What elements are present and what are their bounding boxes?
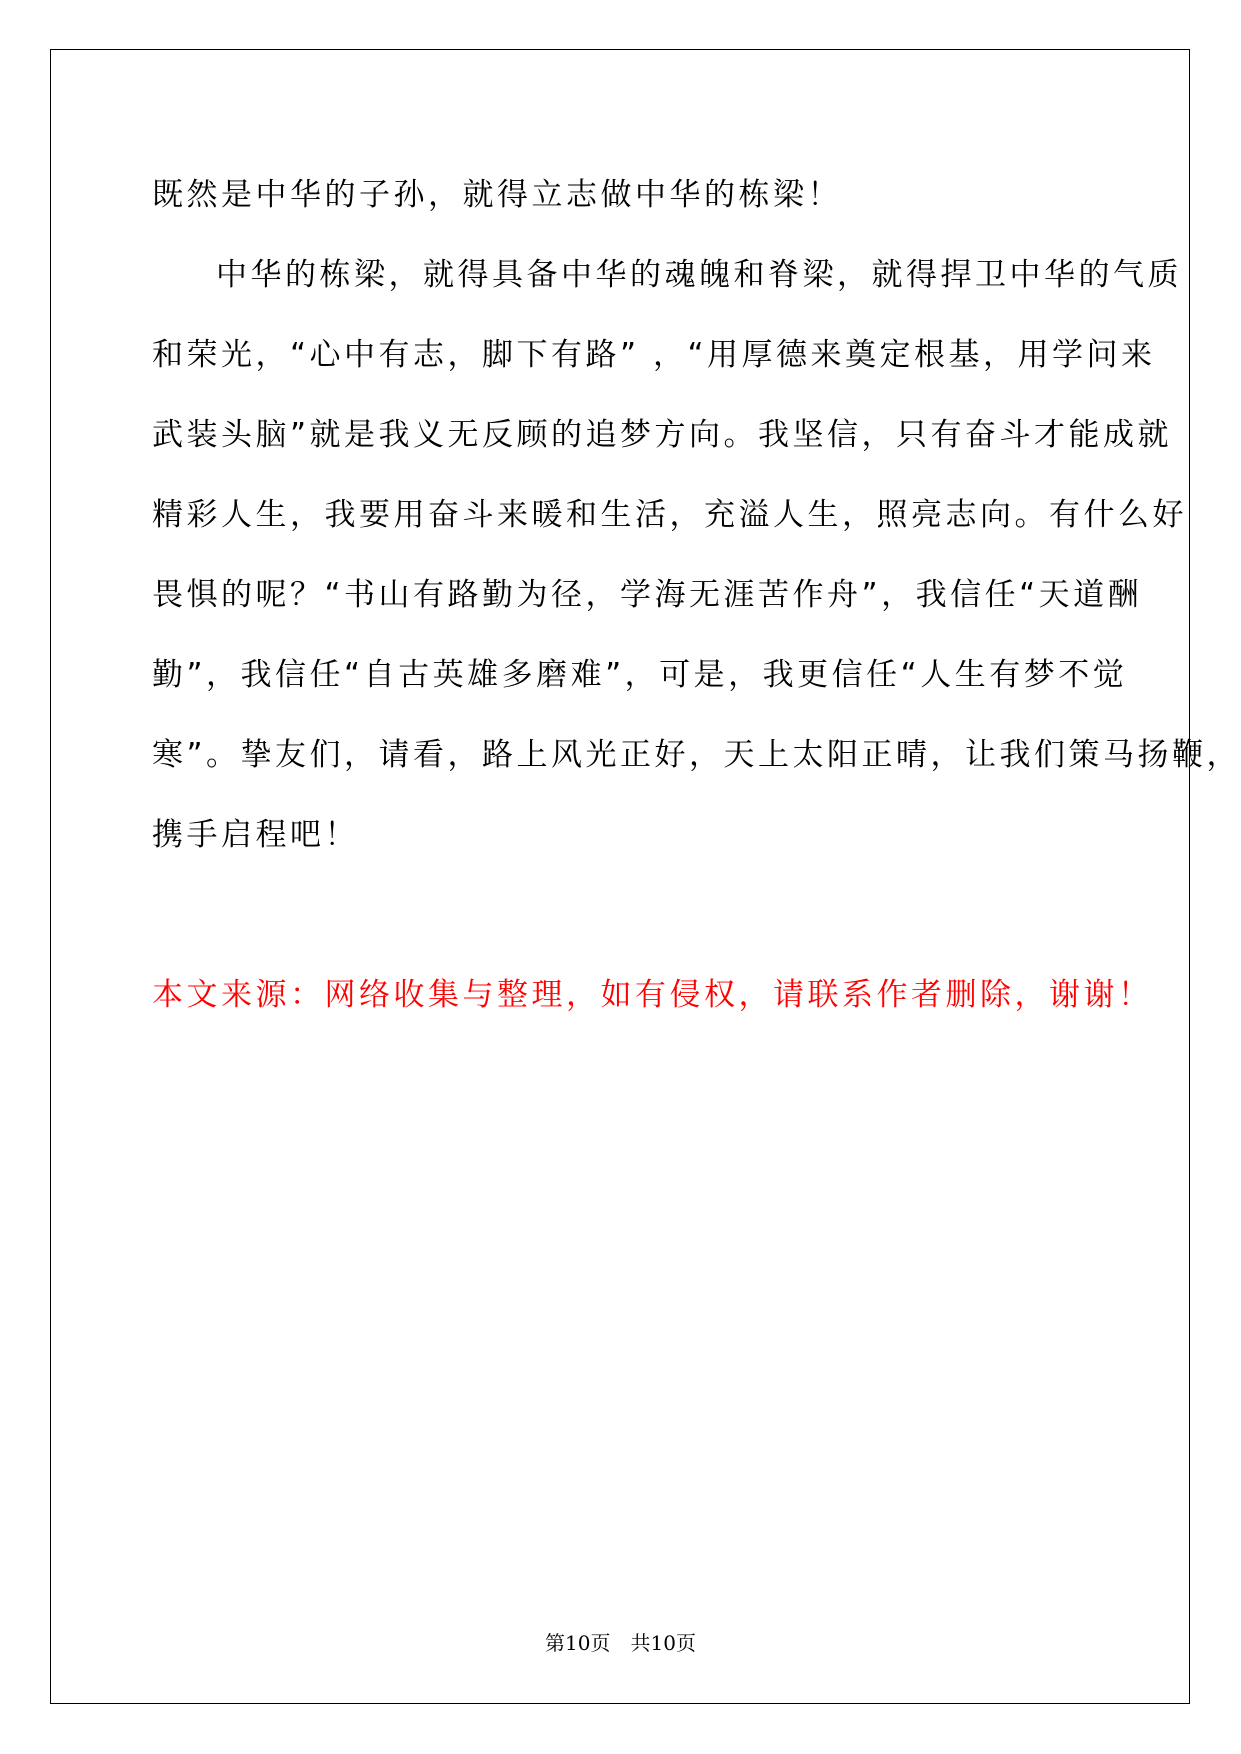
page-number-footer bbox=[0, 1630, 1241, 1656]
page-border bbox=[50, 49, 1190, 1704]
page-current: 第10页 bbox=[545, 1631, 611, 1655]
paragraph2-line: 勤”，我信任“自古英雄多磨难”，可是，我更信任“人生有梦不觉 bbox=[152, 657, 1128, 693]
paragraph2-line: 畏惧的呢？“书山有路勤为径，学海无涯苦作舟”，我信任“天道酬 bbox=[152, 577, 1143, 613]
source-note: 本文来源：网络收集与整理，如有侵权，请联系作者删除，谢谢！ bbox=[152, 977, 1153, 1013]
page-total: 共10页 bbox=[630, 1631, 696, 1655]
paragraph2-line: 携手启程吧！ bbox=[152, 817, 359, 853]
paragraph2-line: 精彩人生，我要用奋斗来暖和生活，充溢人生，照亮志向。有什么好 bbox=[152, 497, 1187, 533]
paragraph2-line: 中华的栋梁，就得具备中华的魂魄和脊梁，就得捍卫中华的气质 bbox=[216, 257, 1182, 293]
paragraph1-line: 既然是中华的子孙，就得立志做中华的栋梁！ bbox=[152, 177, 842, 213]
paragraph2-line: 寒”。挚友们，请看，路上风光正好，天上太阳正晴，让我们策马扬鞭， bbox=[152, 737, 1241, 773]
paragraph2-line: 武装头脑”就是我义无反顾的追梦方向。我坚信，只有奋斗才能成就 bbox=[152, 417, 1173, 453]
paragraph2-line: 和荣光，“心中有志，脚下有路” ，“用厚德来奠定根基，用学问来 bbox=[152, 337, 1156, 373]
